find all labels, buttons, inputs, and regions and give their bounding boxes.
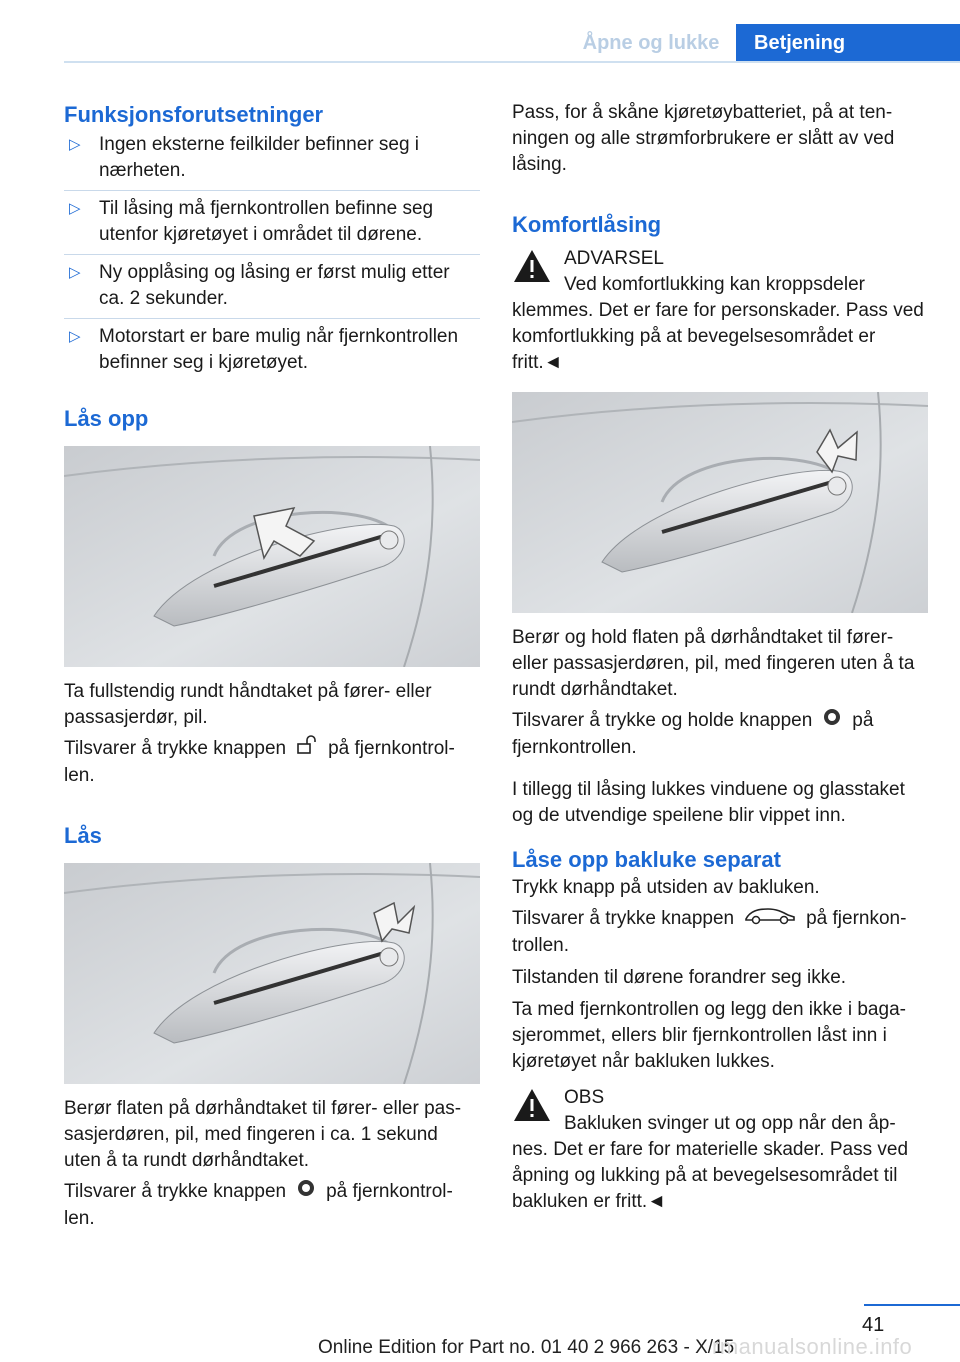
lock-equivalent: Tilsvarer å trykke knappen på fjernkontrol-len.: [64, 1178, 480, 1232]
page-number: 41: [862, 1314, 885, 1336]
battery-note: Pass, for å skåne kjøretøybatteriet, på at ten-ningen og alle strømforbrukere er slått av ved låsing.: [512, 102, 895, 175]
watermark: rmanualsonline.info: [712, 1334, 913, 1359]
section-tab[interactable]: Åpne og lukke: [582, 32, 720, 54]
comfort-instruction: Berør og hold flaten på dørhåndtaket til fører-eller passasjerdøren, pil, med fingeren uten å ta rundt dørhåndtaket.: [512, 627, 915, 700]
list-item: ▷ Motorstart er bare mulig når fjernkontrollen befinner seg i kjøretøyet.: [69, 326, 459, 373]
notice-text: Bakluken svinger ut og opp når den åp-nes. Det er fare for materielle skader. Pass ved åpning og lukking på at bevegelsesområdet til bakluken er fritt.◄: [512, 1113, 909, 1212]
door-handle-unlock-image: [64, 446, 480, 667]
footer-divider: [864, 1304, 960, 1306]
prerequisites-list: [64, 132, 480, 382]
heading-prerequisites: Funksjonsforutsetninger: [64, 102, 324, 127]
trunk-warning-note: Ta med fjernkontrollen og legg den ikke i baga-sjerommet, ellers blir fjernkontrollen låst inn i kjøretøyet når bakluken lukkes.: [512, 999, 906, 1072]
trunk-equivalent: Tilsvarer å trykke knappen på fjernkon-trollen.: [512, 905, 928, 959]
notice-title: OBS: [564, 1087, 605, 1108]
heading-trunk-unlock: Låse opp bakluke separat: [512, 847, 781, 872]
unlock-icon: [296, 735, 318, 763]
right-column: [512, 100, 928, 1215]
comfort-lock-image: [512, 392, 928, 613]
comfort-extra: I tillegg til låsing lukkes vinduene og glasstaket og de utvendige speilene blir vippet inn.: [512, 779, 905, 826]
unlock-equivalent: Tilsvarer å trykke knappen på fjernkontrol-len.: [64, 735, 480, 789]
triangle-bullet-icon: ▷: [69, 136, 81, 153]
left-column: [64, 100, 480, 1232]
list-item: ▷ Til låsing må fjernkontrollen befinne seg utenfor kjøretøyet i området til dørene.: [64, 196, 480, 255]
lock-instruction: Berør flaten på dørhåndtaket til fører- eller pas-sasjerdøren, pil, med fingeren i ca. 1 sekund uten å ta rundt dørhåndtaket.: [64, 1098, 462, 1171]
warning-triangle-icon: [512, 248, 552, 284]
warning-text: Ved komfortlukking kan kroppsdeler klemmes. Det er fare for personskader. Pass ved komfortlukking på at bevegelsesområdet er fritt.◄: [512, 274, 924, 373]
warning-triangle-icon: [512, 1087, 552, 1123]
trunk-state-note: Tilstanden til dørene forandrer seg ikke.: [512, 967, 847, 988]
lock-button-icon: [296, 1178, 316, 1206]
car-trunk-icon: [744, 905, 796, 933]
warning-box: [512, 246, 928, 272]
trunk-instruction: Trykk knapp på utsiden av bakluken.: [512, 877, 820, 898]
chapter-tab[interactable]: Betjening: [736, 24, 960, 63]
lock-button-icon: [822, 707, 842, 735]
heading-lock: Lås: [64, 823, 102, 848]
edition-text: Online Edition for Part no. 01 40 2 966 263 - X/15: [318, 1337, 735, 1358]
notice-box: [512, 1085, 928, 1111]
unlock-instruction: Ta fullstendig rundt håndtaket på fører- eller passasjerdør, pil.: [64, 681, 432, 728]
triangle-bullet-icon: ▷: [69, 264, 81, 281]
list-item: ▷ Ingen eksterne feilkilder befinner seg i nærheten.: [64, 132, 480, 191]
header-divider: [64, 61, 960, 63]
heading-comfort-lock: Komfortlåsing: [512, 212, 662, 237]
triangle-bullet-icon: ▷: [69, 328, 81, 345]
triangle-bullet-icon: ▷: [69, 200, 81, 217]
list-item: ▷ Ny opplåsing og låsing er først mulig etter ca. 2 sekunder.: [64, 260, 480, 319]
warning-title: ADVARSEL: [564, 248, 664, 269]
comfort-equivalent: Tilsvarer å trykke og holde knappen på fjernkontrollen.: [512, 707, 928, 761]
heading-unlock: Lås opp: [64, 406, 149, 431]
door-handle-lock-image: [64, 863, 480, 1084]
